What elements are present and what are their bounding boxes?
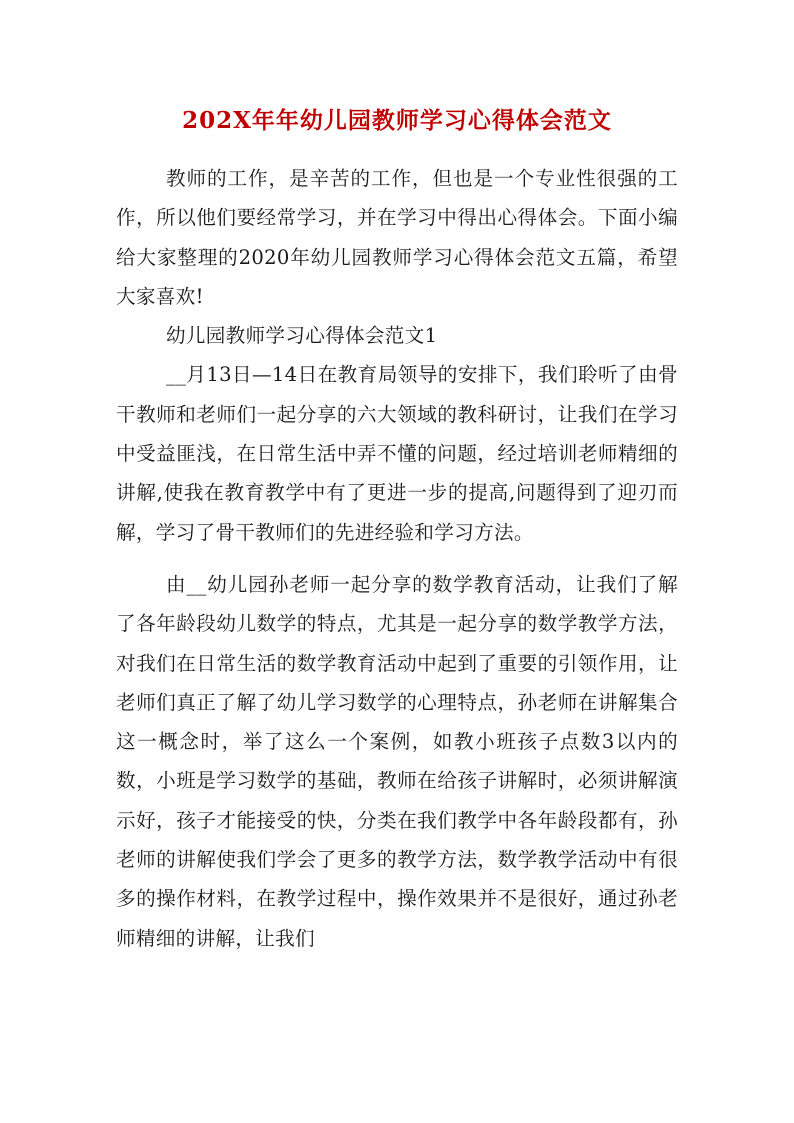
document-title: 202X年年幼儿园教师学习心得体会范文 bbox=[182, 107, 612, 134]
section-heading: 幼儿园教师学习心得体会范文1 bbox=[165, 324, 438, 348]
document-body bbox=[116, 159, 678, 958]
intro-paragraph: 教师的工作，是辛苦的工作，但也是一个专业性很强的工作，所以他们要经常学习，并在学习中得出心得体会。下面小编给大家整理的2020年幼儿园教师学习心得体会范文五篇，希望大家喜欢! bbox=[116, 167, 678, 308]
body-paragraph-2: 由__幼儿园孙老师一起分享的数学教育活动，让我们了解了各年龄段幼儿数学的特点，尤其是一起分享的数学教学方法，对我们在日常生活的数学教育活动中起到了重要的引领作用，让老师们真正了解了幼儿学习数学的心理特点，孙老师在讲解集合这一概念时，举了这么一个案例，如教小班孩子点数3以内的数，小班是学习数学的基础，教师在给孩子讲解时，必须讲解演示好，孩子才能接受的快，分类在我们教学中各年龄段都有，孙老师的讲解使我们学会了更多的教学方法，数学教学活动中有很多的操作材料，在教学过程中，操作效果并不是很好，通过孙老师精细的讲解，让我们 bbox=[116, 572, 678, 950]
body-paragraph-1: __月13日—14日在教育局领导的安排下，我们聆听了由骨干教师和老师们一起分享的六大领域的教科研讨，让我们在学习中受益匪浅，在日常生活中弄不懂的问题，经过培训老师精细的讲解,使我在教育教学中有了更进一步的提高,问题得到了迎刃而解，学习了骨干教师们的先进经验和学习方法。 bbox=[116, 363, 678, 544]
